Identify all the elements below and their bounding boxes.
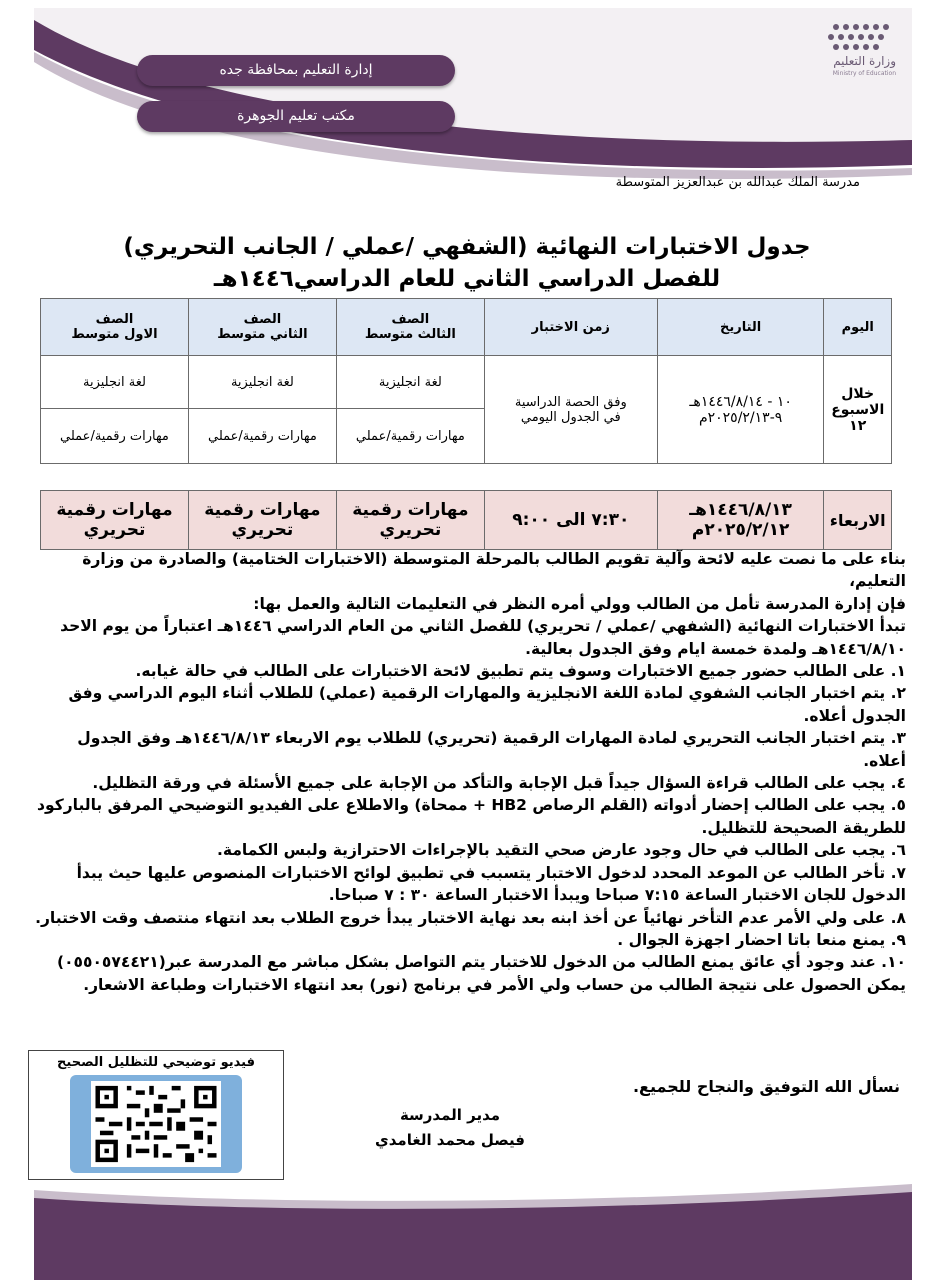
qr-background	[70, 1075, 242, 1173]
qr-box	[28, 1050, 284, 1180]
ministry-name: وزارة التعليم	[833, 54, 896, 68]
wed-grade3-cell: مهارات رقمية تحريري	[336, 491, 484, 550]
office-label: مكتب تعليم الجوهرة	[137, 101, 455, 132]
intro-line-1: بناء على ما نصت عليه لائحة وآلية تقويم الطالب بالمرحلة المتوسطة (الاختبارات الختامية) والصادرة من وزارة التعليم،	[82, 550, 906, 591]
week-grade2-english: لغة انجليزية	[188, 356, 336, 409]
instruction-item-4: ٤. يجب على الطالب قراءة السؤال جيداً قبل الإجابة والتأكد من الإجابة على جميع الأسئلة في ورقة التظليل.	[92, 774, 906, 793]
intro-line-3: تبدأ الاختبارات النهائية (الشفهي /عملي / تحريري) للفصل الثاني من العام الدراسي ١٤٤٦هـ اعتباراً من يوم الاحد ١٤٤٦/٨/١٠هـ ولمدة خمسة ايام وفق الجدول بعالية.	[60, 617, 906, 658]
header-time: زمن الاختبار	[484, 299, 657, 356]
header-grade1: الصف الاول متوسط	[41, 299, 189, 356]
week-time-cell: وفق الحصة الدراسية في الجدول اليومي	[484, 356, 657, 464]
qr-code-icon[interactable]	[91, 1081, 221, 1167]
principal-name: فيصل محمد الغامدي	[375, 1131, 525, 1149]
week-grade3-digital: مهارات رقمية/عملي	[336, 409, 484, 464]
ministry-logo-icon	[776, 17, 896, 77]
exam-schedule-table	[40, 298, 892, 550]
closing-text: نسأل الله التوفيق والنجاح للجميع.	[632, 1077, 900, 1096]
wed-date-cell: ١٤٤٦/٨/١٣هـ ٢٠٢٥/٢/١٢م	[657, 491, 824, 550]
instructions-block	[34, 548, 906, 996]
week-grade3-english: لغة انجليزية	[336, 356, 484, 409]
intro-line-2: فإن إدارة المدرسة تأمل من الطالب وولي أمره النظر في التعليمات التالية والعمل بها:	[253, 594, 906, 613]
week-grade2-digital: مهارات رقمية/عملي	[188, 409, 336, 464]
wed-grade1-cell: مهارات رقمية تحريري	[41, 491, 189, 550]
table-row	[41, 356, 892, 409]
results-note: يمكن الحصول على نتيجة الطالب من حساب ولي الأمر في برنامج (نور) بعد انتهاء الاختبارات وطباعة الاشعار.	[83, 975, 906, 994]
header-grade3: الصف الثالث متوسط	[336, 299, 484, 356]
wed-grade2-cell: مهارات رقمية تحريري	[188, 491, 336, 550]
footer-decoration	[0, 1180, 934, 1280]
week-grade1-english: لغة انجليزية	[41, 356, 189, 409]
header-grade2: الصف الثاني متوسط	[188, 299, 336, 356]
school-name: مدرسة الملك عبدالله بن عبدالعزيز المتوسطة	[615, 175, 860, 190]
table-row	[41, 491, 892, 550]
instruction-item-9: ٩. يمنع منعا باتا احضار اجهزة الجوال .	[617, 930, 906, 949]
instruction-item-3: ٣. يتم اختبار الجانب التحريري لمادة المهارات الرقمية (تحريري) للطلاب يوم الاربعاء ١٤٤٦/٨/١٣هـ وفق الجدول أعلاه.	[77, 729, 906, 770]
instruction-item-10: ١٠. عند وجود أي عائق يمنع الطالب من الدخول للاختبار يتم التواصل بشكل مباشر مع المدرسة عبر(٠٥٥٠٥٧٤٤٢١)	[57, 953, 906, 972]
qr-caption: فيديو توضيحي للتظليل الصحيح	[57, 1055, 255, 1070]
instruction-item-8: ٨. على ولي الأمر عدم التأخر نهائياً عن أخذ ابنه بعد نهاية الاختبار يبدأ خروج الطلاب بعد انتهاء منتصف وقت الاختبار.	[35, 908, 906, 927]
table-spacer-row	[41, 464, 892, 491]
ministry-name-en: Ministry of Education	[832, 70, 896, 77]
page-subtitle: للفصل الدراسي الثاني للعام الدراسي١٤٤٦هـ	[213, 266, 721, 292]
principal-title: مدير المدرسة	[399, 1106, 501, 1124]
week-day-cell: خلال الاسبوع ١٢	[824, 356, 892, 464]
directorate-label: إدارة التعليم بمحافظة جده	[137, 55, 455, 86]
wed-day-cell: الاربعاء	[824, 491, 892, 550]
instruction-item-1: ١. على الطالب حضور جميع الاختبارات وسوف يتم تطبيق لائحة الاختبارات على الطالب في حالة غيابه.	[135, 662, 906, 681]
header-day: اليوم	[824, 299, 892, 356]
instruction-item-2: ٢. يتم اختبار الجانب الشفوي لمادة اللغة الانجليزية والمهارات الرقمية (عملي) للطلاب أثناء اليوم الدراسي وفق الجدول أعلاه.	[68, 684, 906, 725]
page-title: جدول الاختبارات النهائية (الشفهي /عملي / الجانب التحريري)	[123, 234, 811, 260]
instruction-item-7: ٧. تأخر الطالب عن الموعد المحدد لدخول الاختبار يتسبب في تطبيق لوائح الاختبارات المنصوص عليها حيث يبدأ الدخول للجان الاختبار الساعة ٧:١٥ صباحا ويبدأ الاختبار الساعة ٣٠ : ٧ صباحا.	[76, 863, 906, 905]
header-date: التاريخ	[657, 299, 824, 356]
week-date-cell: ١٠ - ١٤٤٦/٨/١٤هـ ٩-٢٠٢٥/٢/١٣م	[657, 356, 824, 464]
instruction-item-5: ٥. يجب على الطالب إحضار أدواته (القلم الرصاص HB2 + ممحاة) والاطلاع على الفيديو التوضيحي المرفق بالباركود للطريقة الصحيحة للتظليل.	[37, 796, 906, 837]
wed-time-cell: ٧:٣٠ الى ٩:٠٠	[484, 491, 657, 550]
instruction-item-6: ٦. يجب على الطالب في حال وجود عارض صحي التقيد بالإجراءات الاحترازية ولبس الكمامة.	[217, 841, 906, 860]
week-grade1-digital: مهارات رقمية/عملي	[41, 409, 189, 464]
table-header-row	[41, 299, 892, 356]
